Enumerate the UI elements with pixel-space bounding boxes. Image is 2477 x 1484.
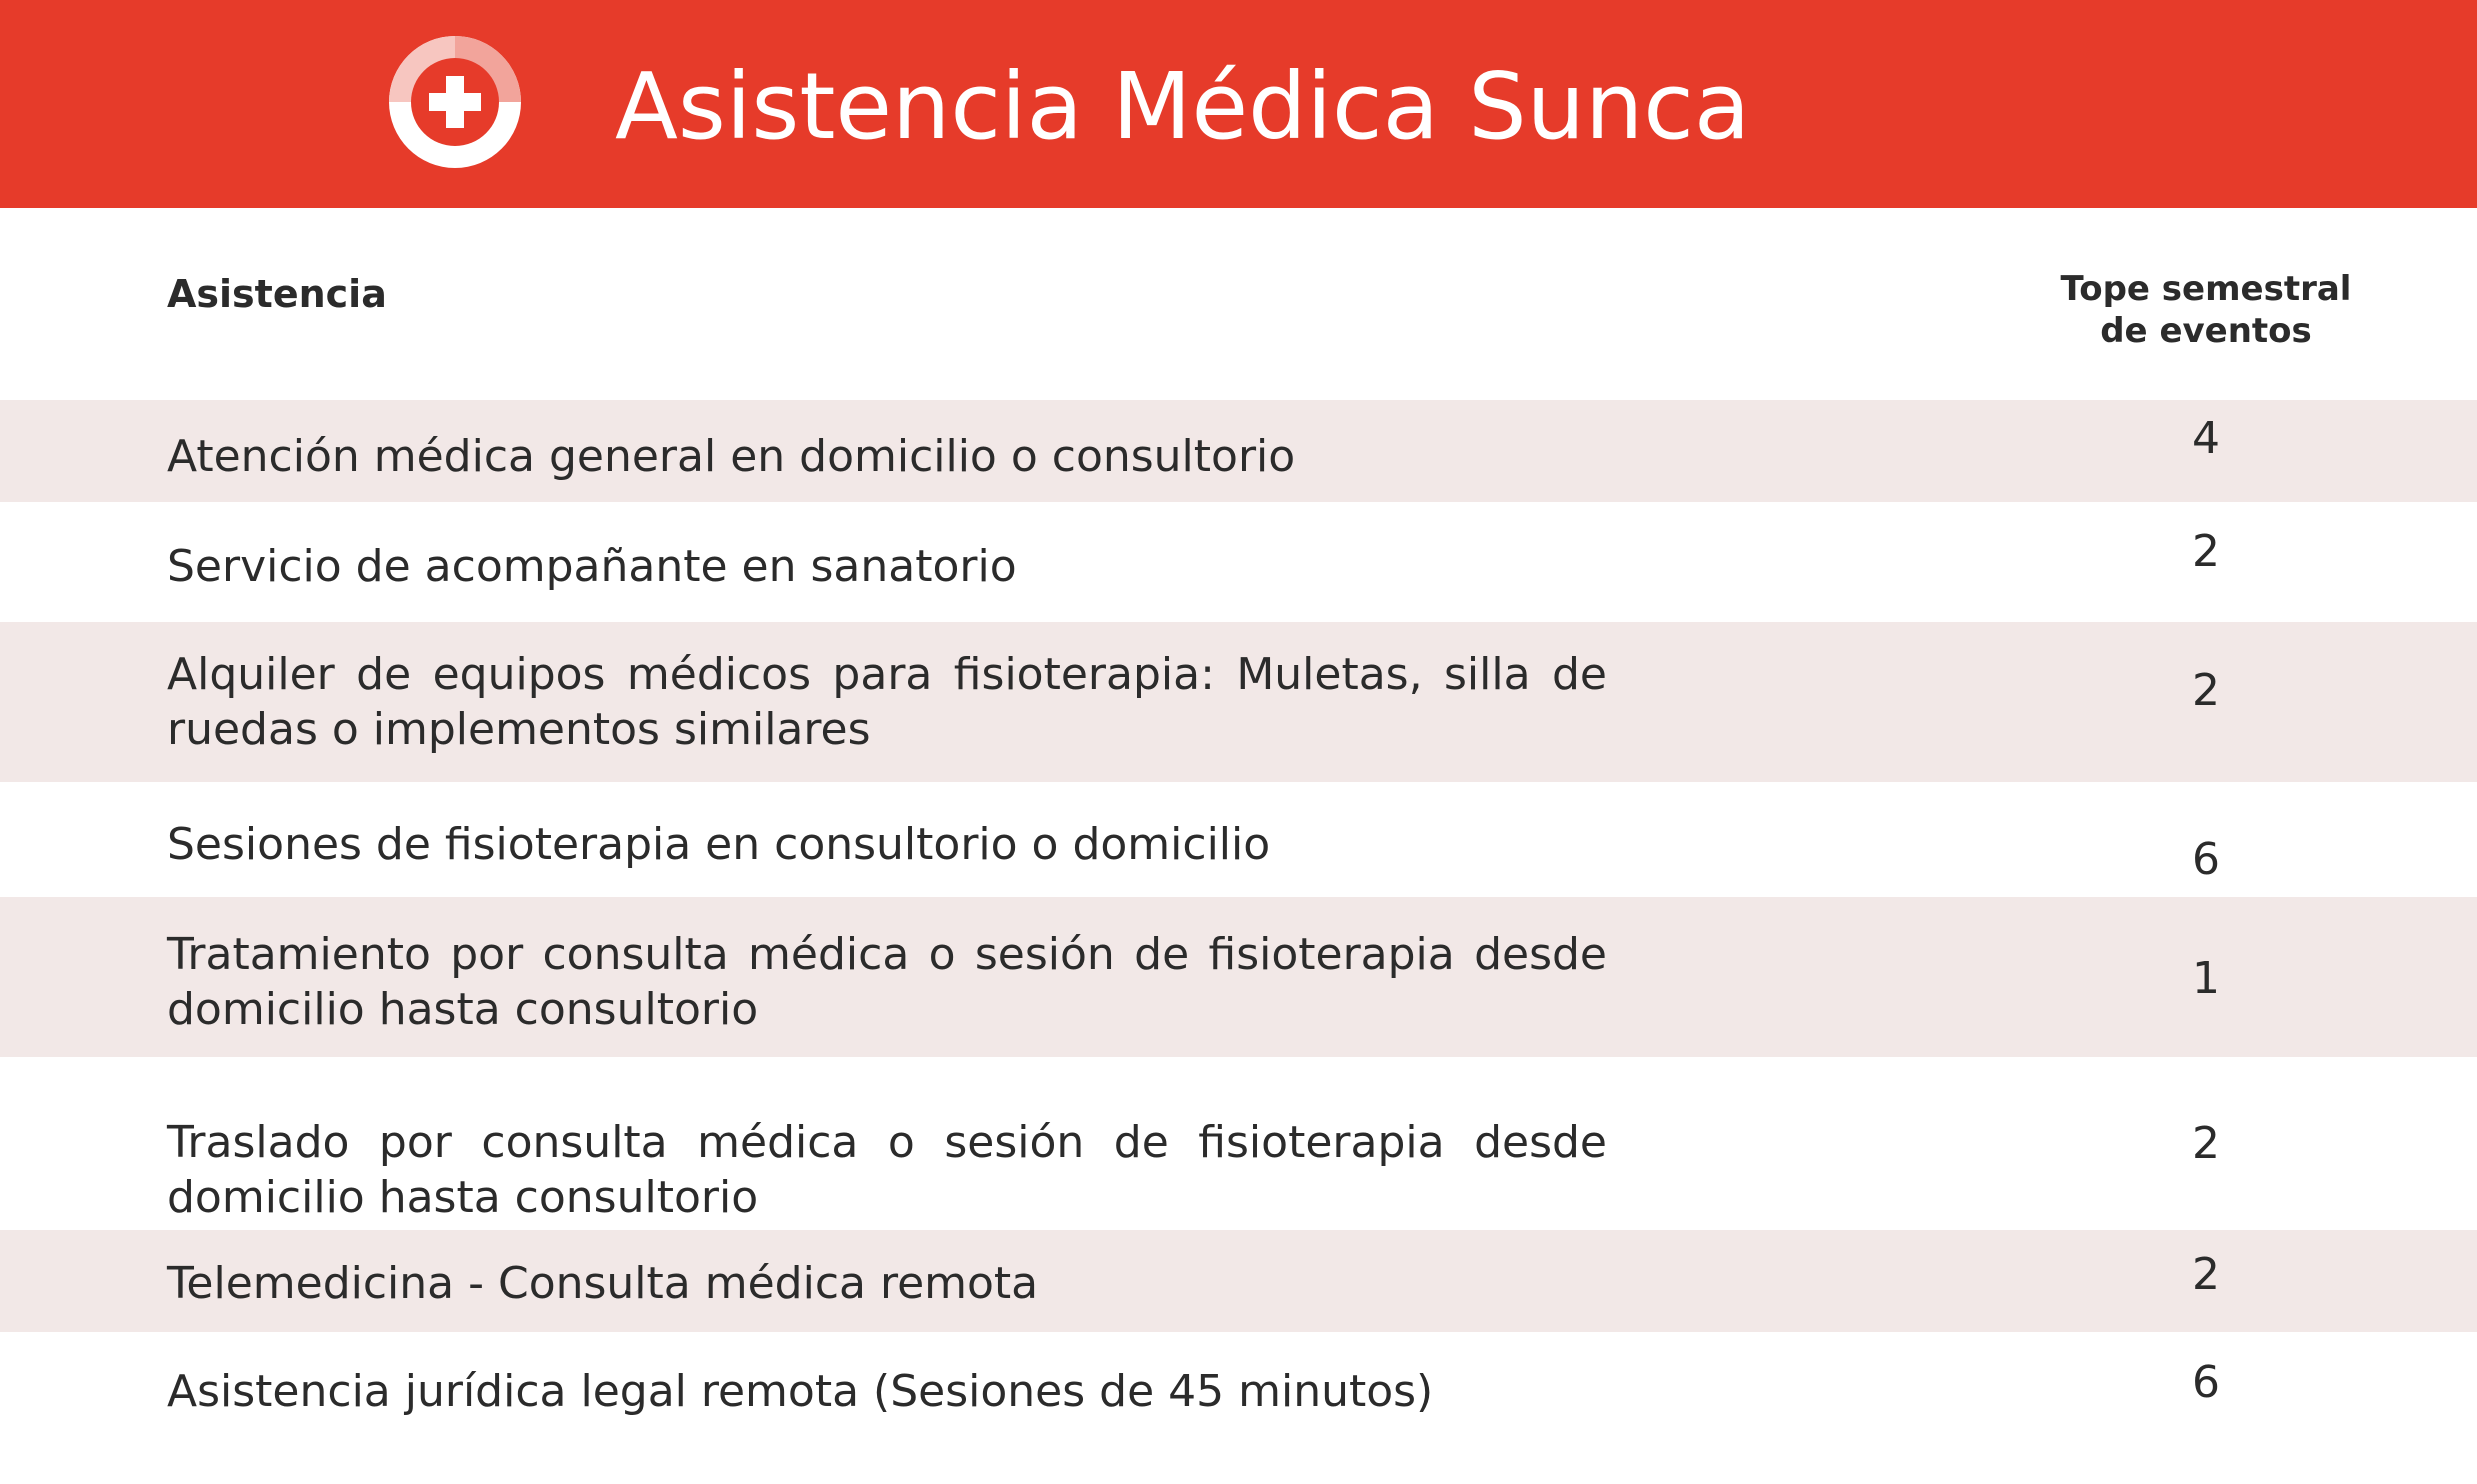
- page-title: Asistencia Médica Sunca: [615, 53, 1751, 160]
- row-value: 2: [2192, 1118, 2220, 1169]
- table-row: [0, 1057, 2477, 1230]
- column-header-tope-line1: Tope semestral: [2060, 269, 2352, 309]
- row-value: 1: [2192, 953, 2220, 1004]
- table-row: [0, 502, 2477, 622]
- row-description: Asistencia jurídica legal remota (Sesiones de 45 minutos): [167, 1366, 1434, 1417]
- row-description: Tratamiento por consulta médica o sesión de fisioterapia desde domicilio hasta consultorio: [167, 929, 1607, 1035]
- row-value: 2: [2192, 526, 2220, 577]
- row-value: 4: [2192, 413, 2220, 464]
- row-description: Traslado por consulta médica o sesión de fisioterapia desde domicilio hasta consultorio: [167, 1117, 1607, 1223]
- header-banner: [0, 0, 2477, 208]
- row-description: Atención médica general en domicilio o consultorio: [167, 431, 1296, 482]
- row-value: 2: [2192, 1249, 2220, 1300]
- row-description: Alquiler de equipos médicos para fisioterapia: Muletas, silla de ruedas o implementos similares: [167, 649, 1607, 755]
- table-row: [0, 1332, 2477, 1452]
- row-value: 6: [2192, 1357, 2220, 1408]
- table-row: [0, 622, 2477, 782]
- column-header-tope: [2046, 268, 2366, 352]
- row-value: 2: [2192, 665, 2220, 716]
- table-row: [0, 782, 2477, 897]
- column-header-tope-line2: de eventos: [2100, 311, 2312, 351]
- table-row: [0, 897, 2477, 1057]
- table-row: [0, 1230, 2477, 1332]
- row-description: Servicio de acompañante en sanatorio: [167, 541, 1017, 592]
- table-row: [0, 400, 2477, 502]
- row-description: Telemedicina - Consulta médica remota: [167, 1258, 1039, 1309]
- column-header-asistencia: Asistencia: [167, 272, 387, 316]
- row-description: Sesiones de fisioterapia en consultorio o domicilio: [167, 819, 1271, 870]
- row-value: 6: [2192, 834, 2220, 885]
- medical-cross-icon: [385, 32, 525, 172]
